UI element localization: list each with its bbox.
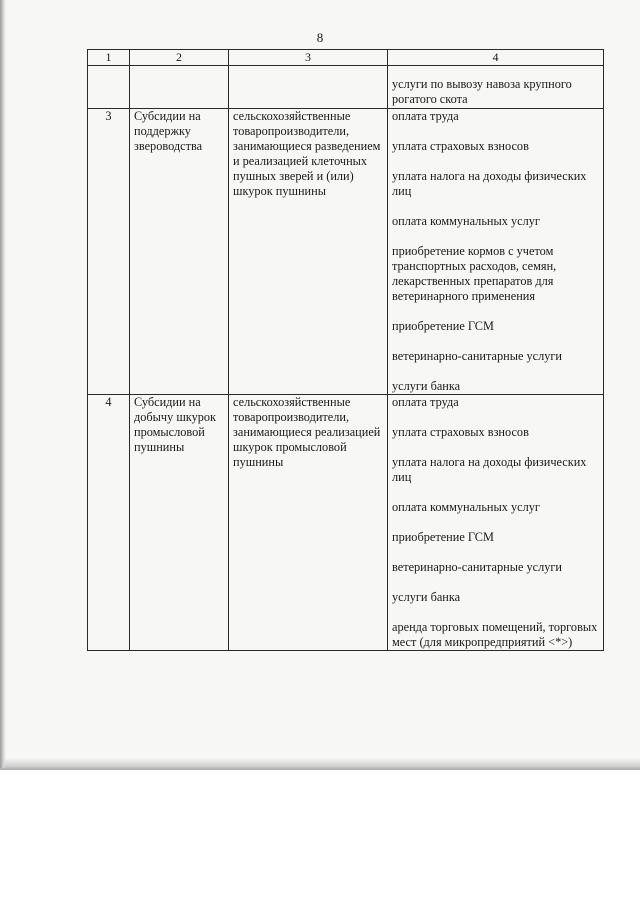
cell-name: Субсидии на добычу шкурок промысловой пушнины [130,395,229,651]
expense-item: приобретение ГСМ [392,530,494,544]
cell-name [130,66,229,109]
page-edge-shadow [0,758,640,770]
expense-item: ветеринарно-санитарные услуги [392,560,563,574]
cell-recipients: сельскохозяйственные товаропроизводители, занимающиеся реализацией шкурок промысловой пушнины [229,395,388,651]
expense-item: оплата труда [392,395,459,409]
expense-item: услуги по вывозу навоза крупного рогатого скота [392,77,572,106]
expense-item: приобретение ГСМ [392,319,494,333]
expense-item: уплата налога на доходы физических лиц [392,169,587,198]
cell-num: 4 [88,395,130,651]
cell-name: Субсидии на поддержку звероводства [130,109,229,395]
header-cell-3: 3 [229,50,388,66]
table-row-continuation [88,66,604,109]
header-cell-2: 2 [130,50,229,66]
table-row-3 [88,109,604,395]
page-number: 8 [316,30,324,45]
header-cell-1: 1 [88,50,130,66]
expense-item: услуги банка [392,590,461,604]
expense-item: ветеринарно-санитарные услуги [392,349,563,363]
expense-item: услуги банка [392,379,461,393]
expense-item: оплата коммунальных услуг [392,500,540,514]
cell-recipients [229,66,388,109]
expense-list [392,77,599,107]
expense-item: уплата налога на доходы физических лиц [392,455,587,484]
expense-item: уплата страховых взносов [392,139,529,153]
cell-num: 3 [88,109,130,395]
cell-expense-items [388,66,604,109]
expense-item: аренда торговых помещений, торговых мест (для микропредприятий <*>) [392,620,598,649]
cell-expense-items [388,109,604,395]
table-header-row [88,50,604,66]
expense-item: оплата труда [392,109,459,123]
cell-recipients: сельскохозяйственные товаропроизводители, занимающиеся разведением и реализацией клеточных пушных зверей и (или) шкурок пушнины [229,109,388,395]
expense-item: приобретение кормов с учетом транспортных расходов, семян, лекарственных препаратов для ветеринарного применения [392,244,557,303]
cell-num [88,66,130,109]
expense-list [392,109,599,394]
cell-expense-items [388,395,604,651]
expense-item: оплата коммунальных услуг [392,214,540,228]
expense-item: уплата страховых взносов [392,425,529,439]
subsidy-table [87,49,604,651]
table-row-4 [88,395,604,651]
header-cell-4: 4 [388,50,604,66]
expense-list [392,395,599,650]
